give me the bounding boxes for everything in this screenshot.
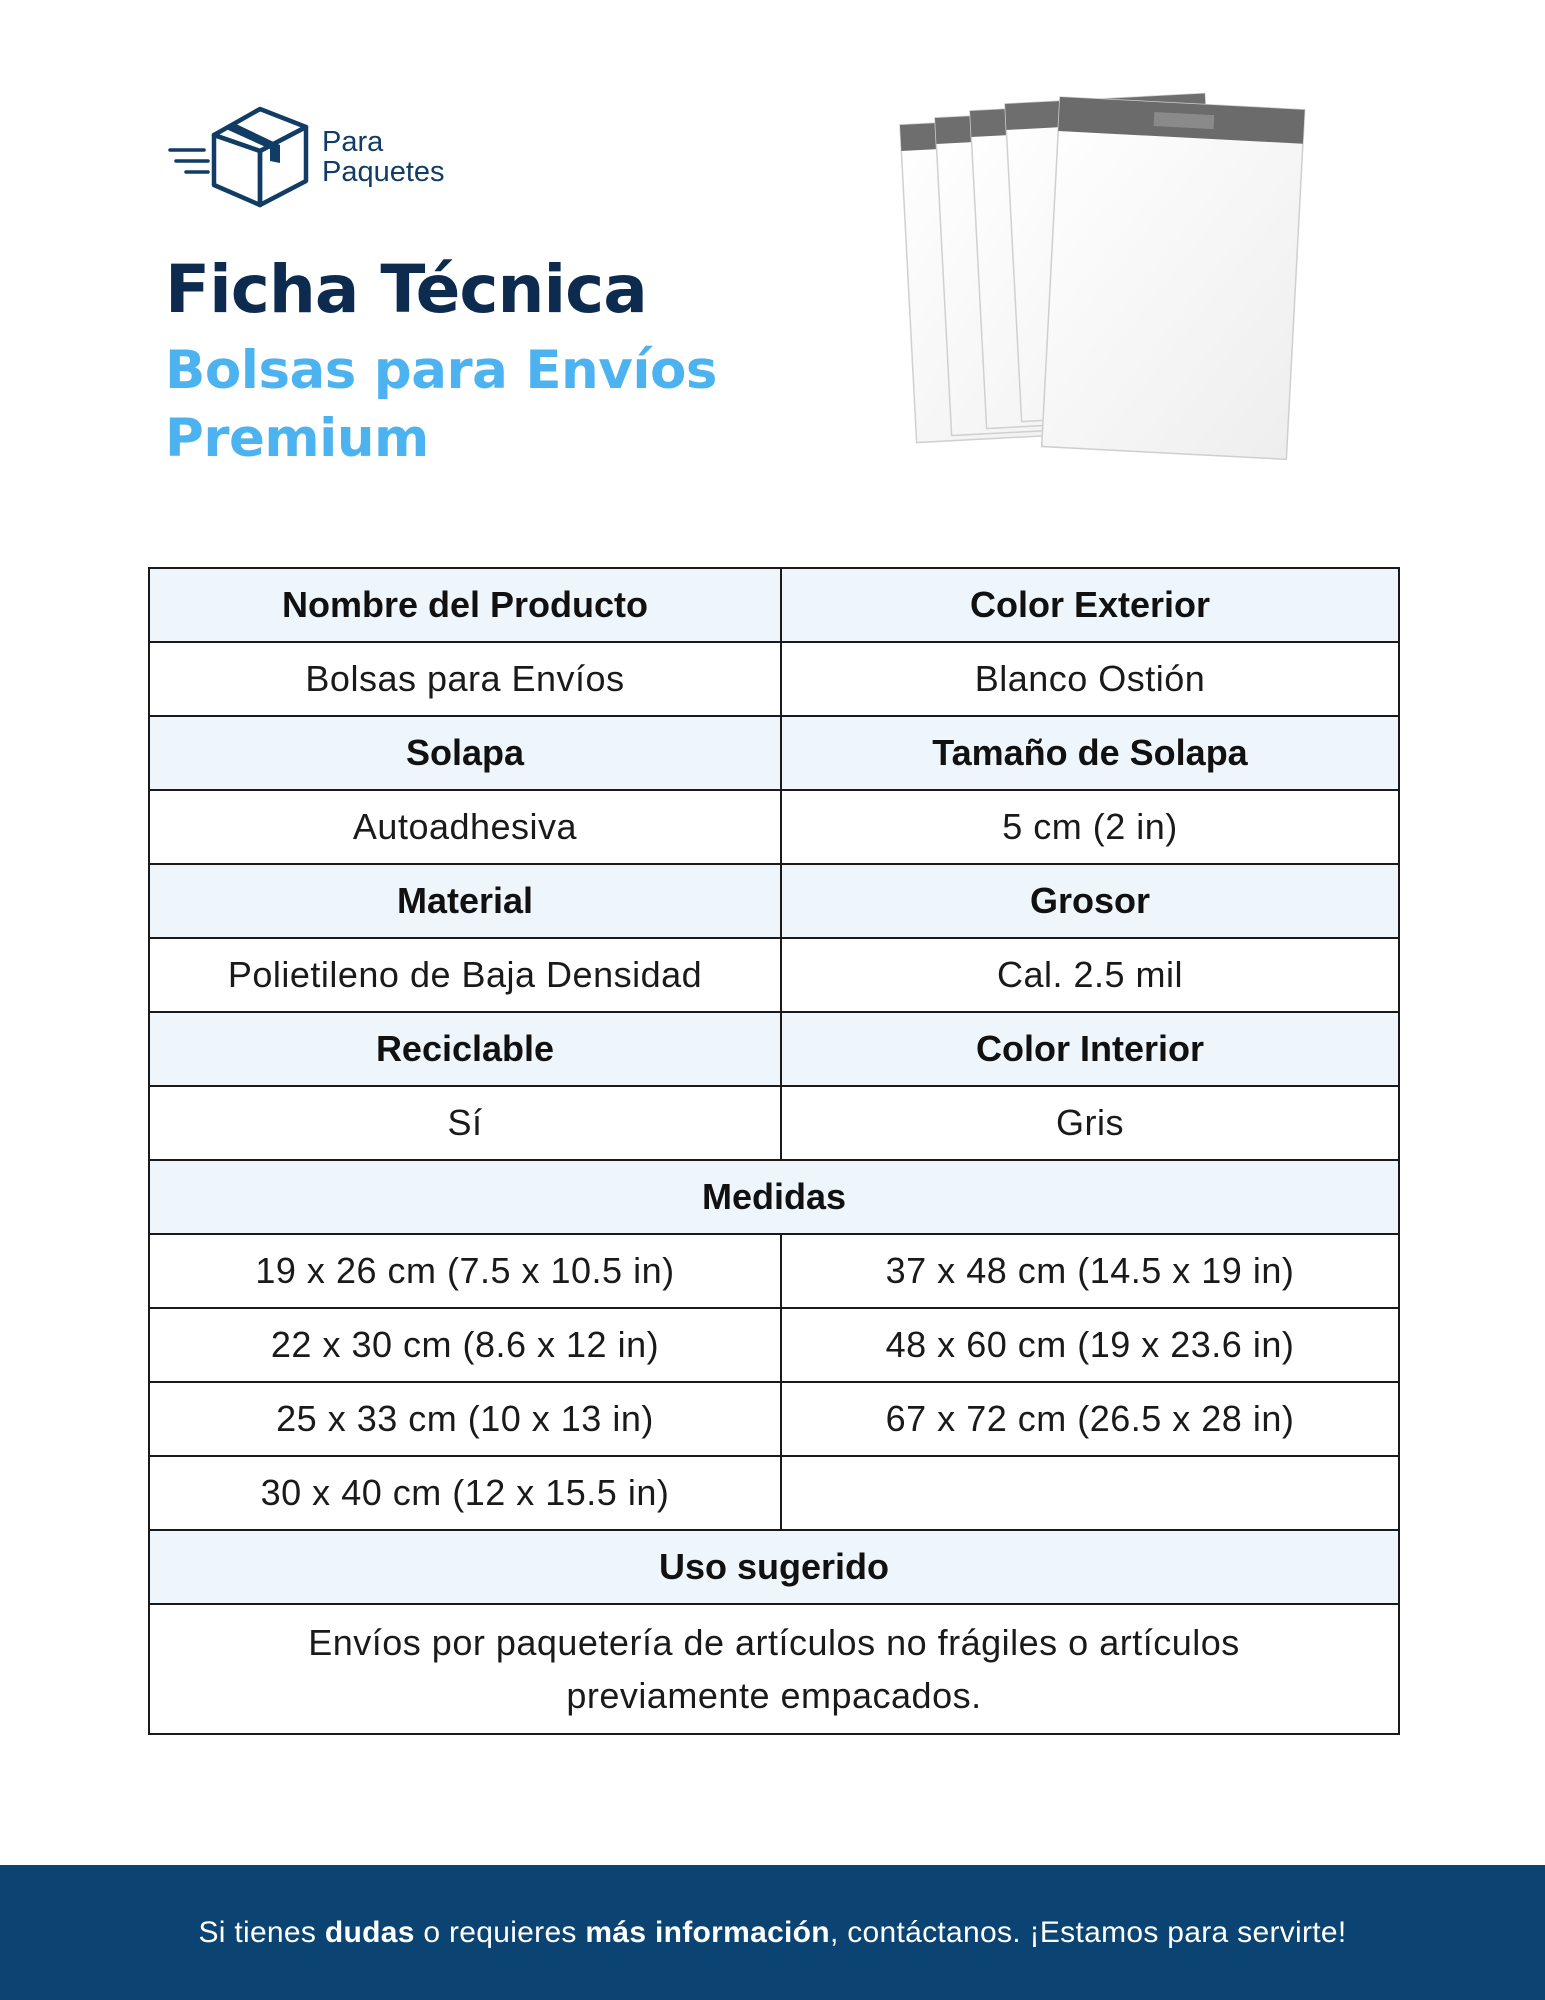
box-icon — [168, 105, 313, 210]
value-color-interior: Gris — [781, 1086, 1399, 1160]
value-material: Polietileno de Baja Densidad — [149, 938, 781, 1012]
table-row — [149, 938, 1399, 1012]
uso-line1: Envíos por paquetería de artículos no frágiles o artículos — [308, 1622, 1240, 1663]
label-tamano-solapa: Tamaño de Solapa — [781, 716, 1399, 790]
medida-value: 30 x 40 cm (12 x 15.5 in) — [149, 1456, 781, 1530]
label-color-exterior: Color Exterior — [781, 568, 1399, 642]
label-grosor: Grosor — [781, 864, 1399, 938]
value-color-exterior: Blanco Ostión — [781, 642, 1399, 716]
table-row — [149, 864, 1399, 938]
value-nombre-producto: Bolsas para Envíos — [149, 642, 781, 716]
brand-name — [322, 127, 445, 187]
footer-text-3: , contáctanos. ¡Estamos para servirte! — [829, 1915, 1347, 1949]
label-nombre-producto: Nombre del Producto — [149, 568, 781, 642]
label-reciclable: Reciclable — [149, 1012, 781, 1086]
label-color-interior: Color Interior — [781, 1012, 1399, 1086]
uso-line2: previamente empacados. — [566, 1675, 982, 1716]
table-row — [149, 1160, 1399, 1234]
table-row — [149, 1604, 1399, 1734]
subtitle-line2: Premium — [165, 408, 429, 469]
medida-value: 37 x 48 cm (14.5 x 19 in) — [781, 1234, 1399, 1308]
table-row — [149, 1234, 1399, 1308]
brand-logo — [168, 105, 508, 210]
footer-text-2: o requieres — [414, 1915, 586, 1949]
medida-value: 22 x 30 cm (8.6 x 12 in) — [149, 1308, 781, 1382]
footer-bold-2: más información — [585, 1915, 830, 1949]
table-row — [149, 1012, 1399, 1086]
label-material: Material — [149, 864, 781, 938]
page-title: Ficha Técnica — [165, 251, 647, 328]
table-row — [149, 568, 1399, 642]
medida-value: 19 x 26 cm (7.5 x 10.5 in) — [149, 1234, 781, 1308]
table-row — [149, 1530, 1399, 1604]
table-row — [149, 1308, 1399, 1382]
bag-5 — [1042, 97, 1305, 459]
value-uso-sugerido — [149, 1604, 1399, 1734]
medida-value: 25 x 33 cm (10 x 13 in) — [149, 1382, 781, 1456]
label-uso-sugerido: Uso sugerido — [149, 1530, 1399, 1604]
brand-name-line2: Paquetes — [322, 156, 445, 188]
table-row — [149, 716, 1399, 790]
value-solapa: Autoadhesiva — [149, 790, 781, 864]
subtitle-line1: Bolsas para Envíos — [165, 340, 717, 401]
value-tamano-solapa: 5 cm (2 in) — [781, 790, 1399, 864]
table-row — [149, 1382, 1399, 1456]
table-row — [149, 1086, 1399, 1160]
footer-banner — [0, 1865, 1545, 2000]
label-medidas: Medidas — [149, 1160, 1399, 1234]
table-row — [149, 642, 1399, 716]
footer-bold-1: dudas — [324, 1915, 415, 1949]
value-grosor: Cal. 2.5 mil — [781, 938, 1399, 1012]
footer-text — [198, 1916, 1346, 1950]
page-subtitle — [165, 337, 717, 473]
table-row — [149, 1456, 1399, 1530]
mailer-bags-illustration — [880, 80, 1320, 500]
medida-value-empty — [781, 1456, 1399, 1530]
table-row — [149, 790, 1399, 864]
brand-name-line1: Para — [322, 126, 384, 158]
footer-text-1: Si tienes — [198, 1915, 325, 1949]
medida-value: 48 x 60 cm (19 x 23.6 in) — [781, 1308, 1399, 1382]
spec-table — [148, 567, 1400, 1735]
medida-value: 67 x 72 cm (26.5 x 28 in) — [781, 1382, 1399, 1456]
product-image — [880, 80, 1320, 500]
label-solapa: Solapa — [149, 716, 781, 790]
value-reciclable: Sí — [149, 1086, 781, 1160]
